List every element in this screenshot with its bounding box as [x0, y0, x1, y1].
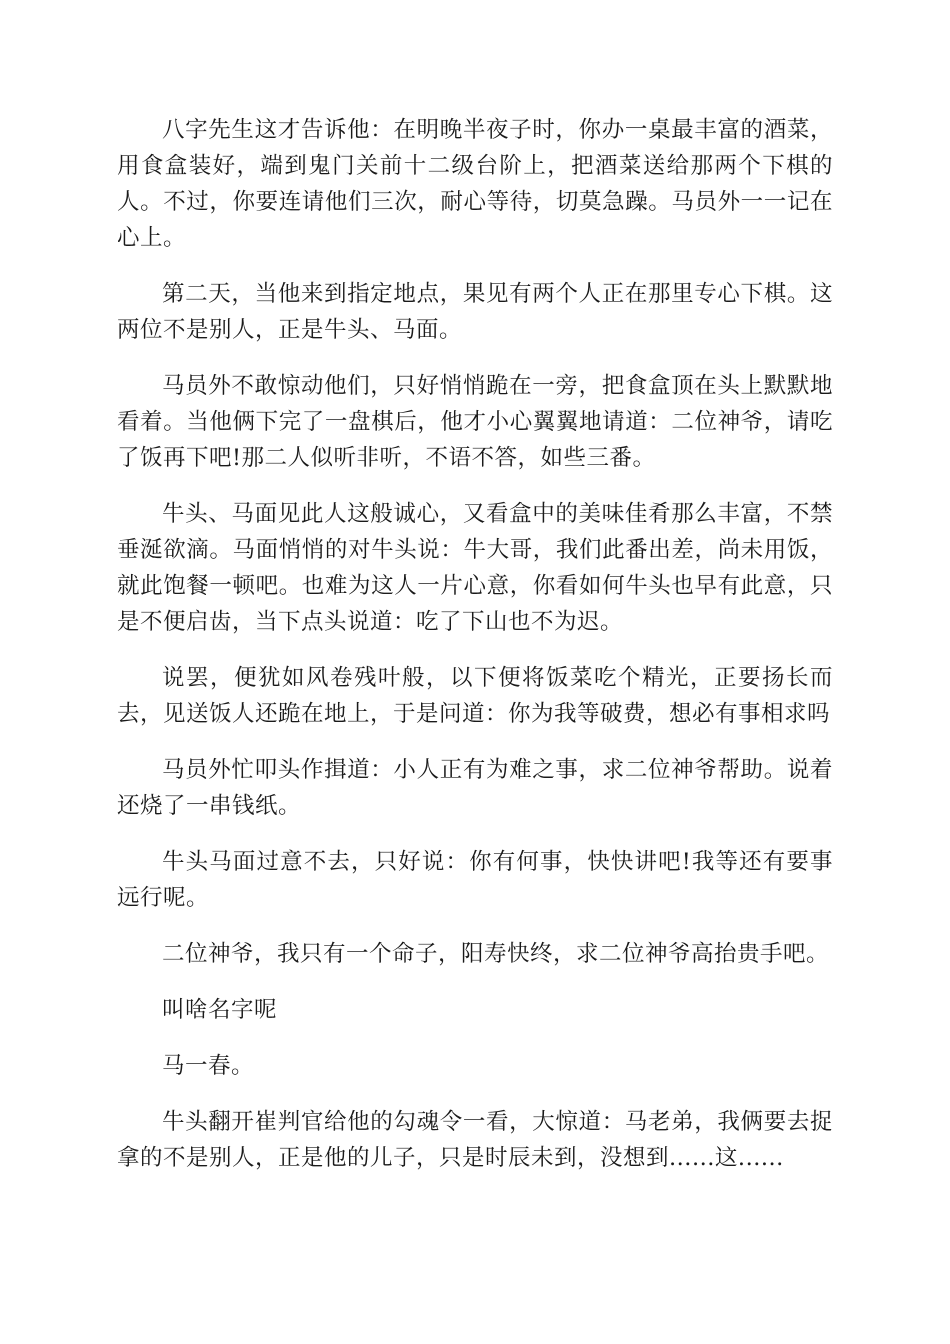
- paragraph-10: 马一春。: [162, 1053, 255, 1079]
- paragraph-3: 马员外不敢惊动他们，只好悄悄跪在一旁，把食盒顶在头上默默地看着。当他俩下完了一盘棋后，他才小心翼翼地请道：二位神爷，请吃了饭再下吧!那二人似听非听，不语不答，如些三番。: [117, 373, 833, 471]
- paragraph-4: 牛头、马面见此人这般诚心，又看盒中的美味佳肴那么丰富，不禁垂涎欲滴。马面悄悄的对牛头说：牛大哥，我们此番出差，尚未用饭，就此饱餐一顿吧。也难为这人一片心意，你看如何牛头也早有此意，只是不便启齿，当下点头说道：吃了下山也不为迟。: [117, 501, 833, 635]
- paragraph-2: 第二天，当他来到指定地点，果见有两个人正在那里专心下棋。这两位不是别人，正是牛头、马面。: [117, 281, 833, 343]
- paragraph-11: 牛头翻开崔判官给他的勾魂令一看，大惊道：马老弟，我俩要去捉拿的不是别人，正是他的儿子，只是时辰未到，没想到......这......: [117, 1109, 833, 1171]
- paragraph-5: 说罢，便犹如风卷残叶般，以下便将饭菜吃个精光，正要扬长而去，见送饭人还跪在地上，于是问道：你为我等破费，想必有事相求吗: [117, 665, 833, 727]
- paragraph-7: 牛头马面过意不去，只好说：你有何事，快快讲吧!我等还有要事远行呢。: [117, 849, 833, 911]
- paragraph-1: 八字先生这才告诉他：在明晚半夜子时，你办一桌最丰富的酒菜，用食盒装好，端到鬼门关前十二级台阶上，把酒菜送给那两个下棋的人。不过，你要连请他们三次，耐心等待，切莫急躁。马员外一一记在心上。: [117, 117, 833, 251]
- document-page: [117, 112, 833, 1196]
- paragraph-6: 马员外忙叩头作揖道：小人正有为难之事，求二位神爷帮助。说着还烧了一串钱纸。: [117, 757, 833, 819]
- paragraph-9: 叫啥名字呢: [162, 997, 278, 1023]
- paragraph-8: 二位神爷，我只有一个命子，阳寿快终，求二位神爷高抬贵手吧。: [162, 941, 830, 967]
